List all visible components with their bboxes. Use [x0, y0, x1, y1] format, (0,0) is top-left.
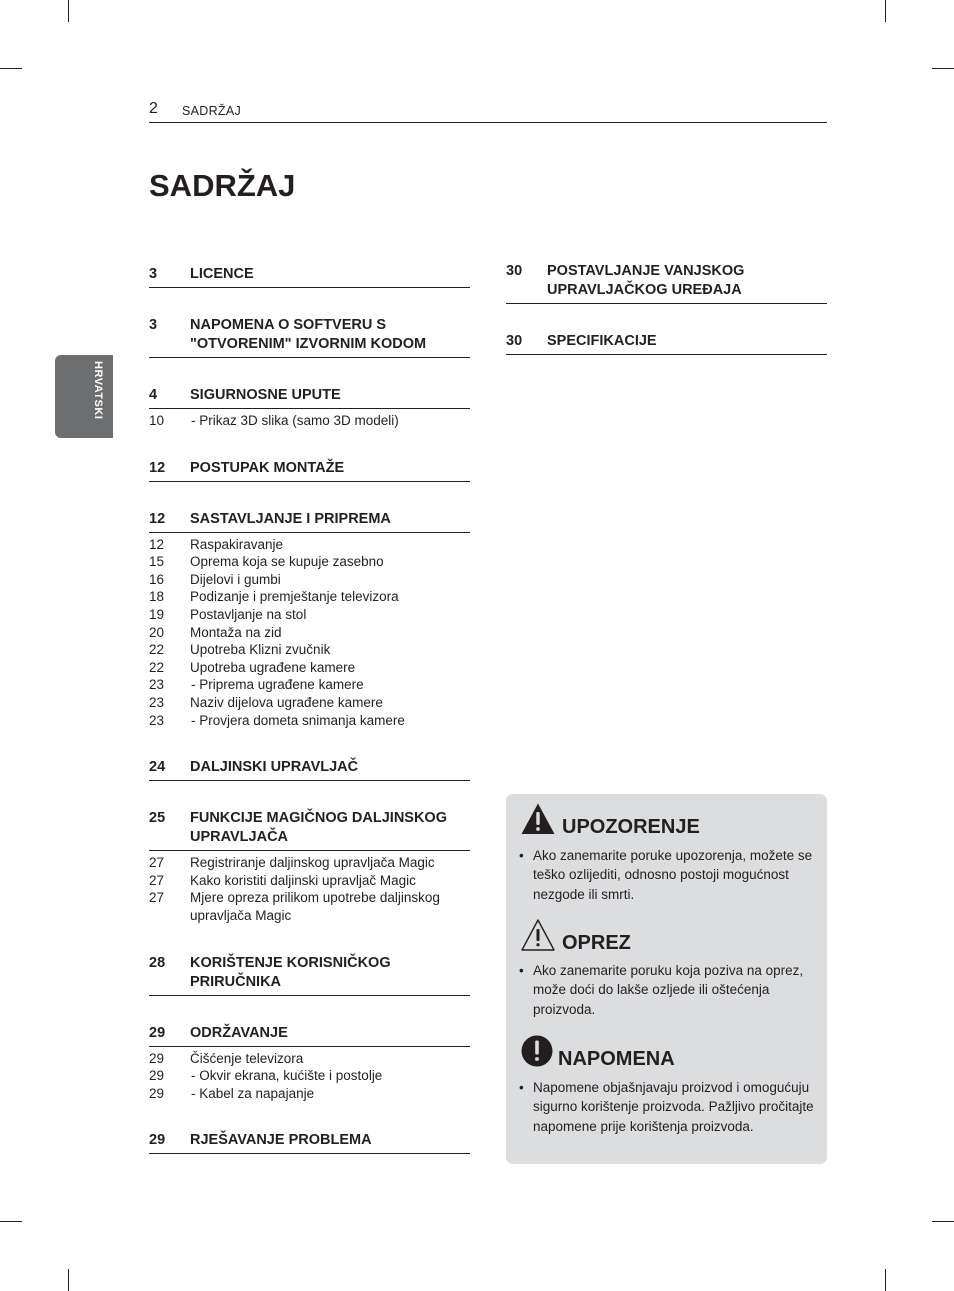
warning-label: UPOZORENJE	[562, 816, 700, 838]
toc-page: 27	[149, 890, 165, 906]
toc-page: 25	[149, 810, 166, 827]
toc-page: 23	[149, 677, 165, 693]
crop-mark	[68, 0, 69, 22]
notice-box	[506, 794, 827, 1164]
crop-mark	[885, 0, 886, 22]
caution-icon	[520, 918, 556, 952]
caution-body: Ako zanemarite poruku koja poziva na oprez, može doći do lakše ozljede ili oštećenja proizvoda.	[533, 963, 804, 1017]
toc-title: - Provjera dometa snimanja kamere	[191, 712, 405, 728]
crop-mark	[885, 1269, 886, 1291]
toc-title: - Kabel za napajanje	[191, 1085, 315, 1101]
toc-section[interactable]	[149, 1130, 470, 1154]
crop-mark	[68, 1269, 69, 1291]
toc-title: POSTUPAK MONTAŽE	[190, 459, 345, 476]
toc-page: 3	[149, 317, 158, 333]
toc-section[interactable]	[149, 385, 470, 409]
bullet: •	[519, 963, 524, 978]
toc-page: 16	[149, 571, 165, 587]
toc-page: 27	[149, 872, 165, 888]
toc-subitem[interactable]	[149, 659, 470, 677]
crop-mark	[0, 1221, 22, 1222]
toc-section[interactable]	[506, 331, 827, 355]
toc-page: 29	[149, 1068, 165, 1084]
toc-section[interactable]	[149, 315, 470, 358]
page-number: 2	[149, 100, 158, 117]
toc-title: Kako koristiti daljinski upravljač Magic	[190, 872, 416, 888]
toc-page: 22	[149, 659, 165, 675]
toc-left-column	[149, 264, 470, 1154]
toc-subitem[interactable]	[149, 694, 470, 712]
toc-subitem[interactable]	[149, 712, 470, 730]
page-header	[149, 100, 827, 123]
warning-text	[519, 846, 815, 904]
crop-mark	[932, 1221, 954, 1222]
toc-page: 15	[149, 554, 165, 570]
toc-subitem[interactable]	[149, 571, 470, 589]
toc-page: 19	[149, 606, 165, 622]
toc-page: 30	[506, 263, 523, 279]
toc-title: Postavljanje na stol	[190, 606, 307, 622]
language-side-tab	[55, 355, 113, 438]
note-text	[519, 1078, 815, 1136]
toc-page: 24	[149, 759, 166, 776]
toc-subitem[interactable]	[149, 412, 470, 430]
warning-body: Ako zanemarite poruke upozorenja, možete se teško ozlijediti, odnosno postoji mogućnost nezgode ili smrti.	[533, 848, 813, 902]
toc-right-column	[506, 261, 827, 355]
toc-page: 29	[149, 1024, 166, 1041]
toc-subitem[interactable]	[149, 676, 470, 694]
toc-title: Oprema koja se kupuje zasebno	[190, 554, 384, 570]
toc-page: 22	[149, 642, 165, 658]
toc-section[interactable]	[149, 458, 470, 482]
toc-title: SASTAVLJANJE I PRIPREMA	[190, 510, 391, 527]
toc-page: 20	[149, 624, 165, 640]
toc-title: DALJINSKI UPRAVLJAČ	[190, 759, 359, 776]
toc-title: - Okvir ekrana, kućište i postolje	[191, 1068, 383, 1084]
toc-page: 27	[149, 855, 165, 871]
language-label: HRVATSKI	[92, 361, 104, 420]
toc-subitem[interactable]	[149, 641, 470, 659]
note-body: Napomene objašnjavaju proizvod i omogućuju sigurno korištenje proizvoda. Pažljivo pročitajte napomene prije korištenja proizvoda.	[533, 1080, 814, 1134]
toc-page: 10	[149, 413, 165, 428]
toc-section[interactable]	[149, 808, 470, 851]
warning-heading	[520, 802, 820, 838]
toc-page: 29	[149, 1050, 165, 1066]
toc-page: 23	[149, 694, 165, 710]
toc-subitem[interactable]	[149, 1050, 470, 1068]
toc-subitem[interactable]	[149, 1067, 470, 1085]
toc-subitem[interactable]	[149, 536, 470, 554]
toc-subitem[interactable]	[149, 854, 470, 872]
toc-subitem[interactable]	[149, 606, 470, 624]
caution-label: OPREZ	[562, 932, 631, 954]
caution-text	[519, 961, 815, 1019]
running-header-title: SADRŽAJ	[182, 104, 242, 118]
toc-subitem[interactable]	[149, 889, 470, 924]
toc-title: SPECIFIKACIJE	[547, 333, 657, 349]
toc-title: Registriranje daljinskog upravljača Magic	[190, 855, 435, 871]
toc-page: 28	[149, 954, 166, 971]
toc-title: - Prikaz 3D slika (samo 3D modeli)	[191, 413, 399, 428]
toc-title: FUNKCIJE MAGIČNOG DALJINSKOG UPRAVLJAČA	[190, 810, 447, 846]
toc-title: Naziv dijelova ugrađene kamere	[190, 694, 383, 710]
toc-page: 12	[149, 510, 166, 527]
toc-page: 12	[149, 536, 165, 552]
toc-page: 29	[149, 1085, 165, 1101]
crop-mark	[932, 68, 954, 69]
bullet: •	[519, 848, 524, 863]
toc-section[interactable]	[149, 757, 470, 781]
bullet: •	[519, 1080, 524, 1095]
toc-title: POSTAVLJANJE VANJSKOG UPRAVLJAČKOG UREĐAJA	[547, 263, 745, 298]
toc-page: 12	[149, 459, 166, 476]
toc-title: RJEŠAVANJE PROBLEMA	[190, 1132, 372, 1149]
toc-title: Čišćenje televizora	[190, 1050, 304, 1066]
toc-title: SIGURNOSNE UPUTE	[190, 387, 341, 403]
toc-title: - Priprema ugrađene kamere	[191, 677, 364, 693]
toc-title: Upotreba Klizni zvučnik	[190, 642, 331, 658]
toc-title: Raspakiravanje	[190, 536, 284, 552]
toc-section[interactable]	[149, 1023, 470, 1047]
toc-page: 29	[149, 1132, 166, 1149]
page-title: SADRŽAJ	[149, 168, 296, 203]
note-label: NAPOMENA	[558, 1048, 675, 1070]
toc-page: 4	[149, 387, 158, 403]
toc-subitem[interactable]	[149, 588, 470, 606]
toc-subitem[interactable]	[149, 872, 470, 890]
toc-subitem[interactable]	[149, 1085, 470, 1103]
toc-page: 3	[149, 266, 158, 282]
toc-subitem[interactable]	[149, 624, 470, 642]
toc-title: Podizanje i premještanje televizora	[190, 589, 399, 605]
note-heading	[520, 1034, 820, 1070]
toc-page: 18	[149, 589, 165, 605]
toc-section[interactable]	[506, 261, 827, 304]
toc-title: Dijelovi i gumbi	[190, 571, 281, 587]
toc-page: 23	[149, 712, 165, 728]
note-icon	[520, 1034, 554, 1068]
toc-title: KORIŠTENJE KORISNIČKOG PRIRUČNIKA	[190, 954, 391, 990]
toc-subitem[interactable]	[149, 553, 470, 571]
crop-mark	[0, 68, 22, 69]
toc-section[interactable]	[149, 264, 470, 288]
toc-title: Mjere opreza prilikom upotrebe daljinskog upravljača Magic	[190, 890, 440, 923]
toc-title: Upotreba ugrađene kamere	[190, 659, 356, 675]
toc-section[interactable]	[149, 953, 470, 996]
caution-heading	[520, 918, 820, 954]
toc-title: NAPOMENA O SOFTVERU S "OTVORENIM" IZVORNIM KODOM	[190, 317, 427, 352]
toc-title: ODRŽAVANJE	[190, 1024, 288, 1041]
toc-title: Montaža na zid	[190, 624, 282, 640]
warning-icon	[520, 802, 556, 836]
toc-page: 30	[506, 333, 523, 349]
toc-title: LICENCE	[190, 266, 254, 282]
toc-section[interactable]	[149, 509, 470, 533]
